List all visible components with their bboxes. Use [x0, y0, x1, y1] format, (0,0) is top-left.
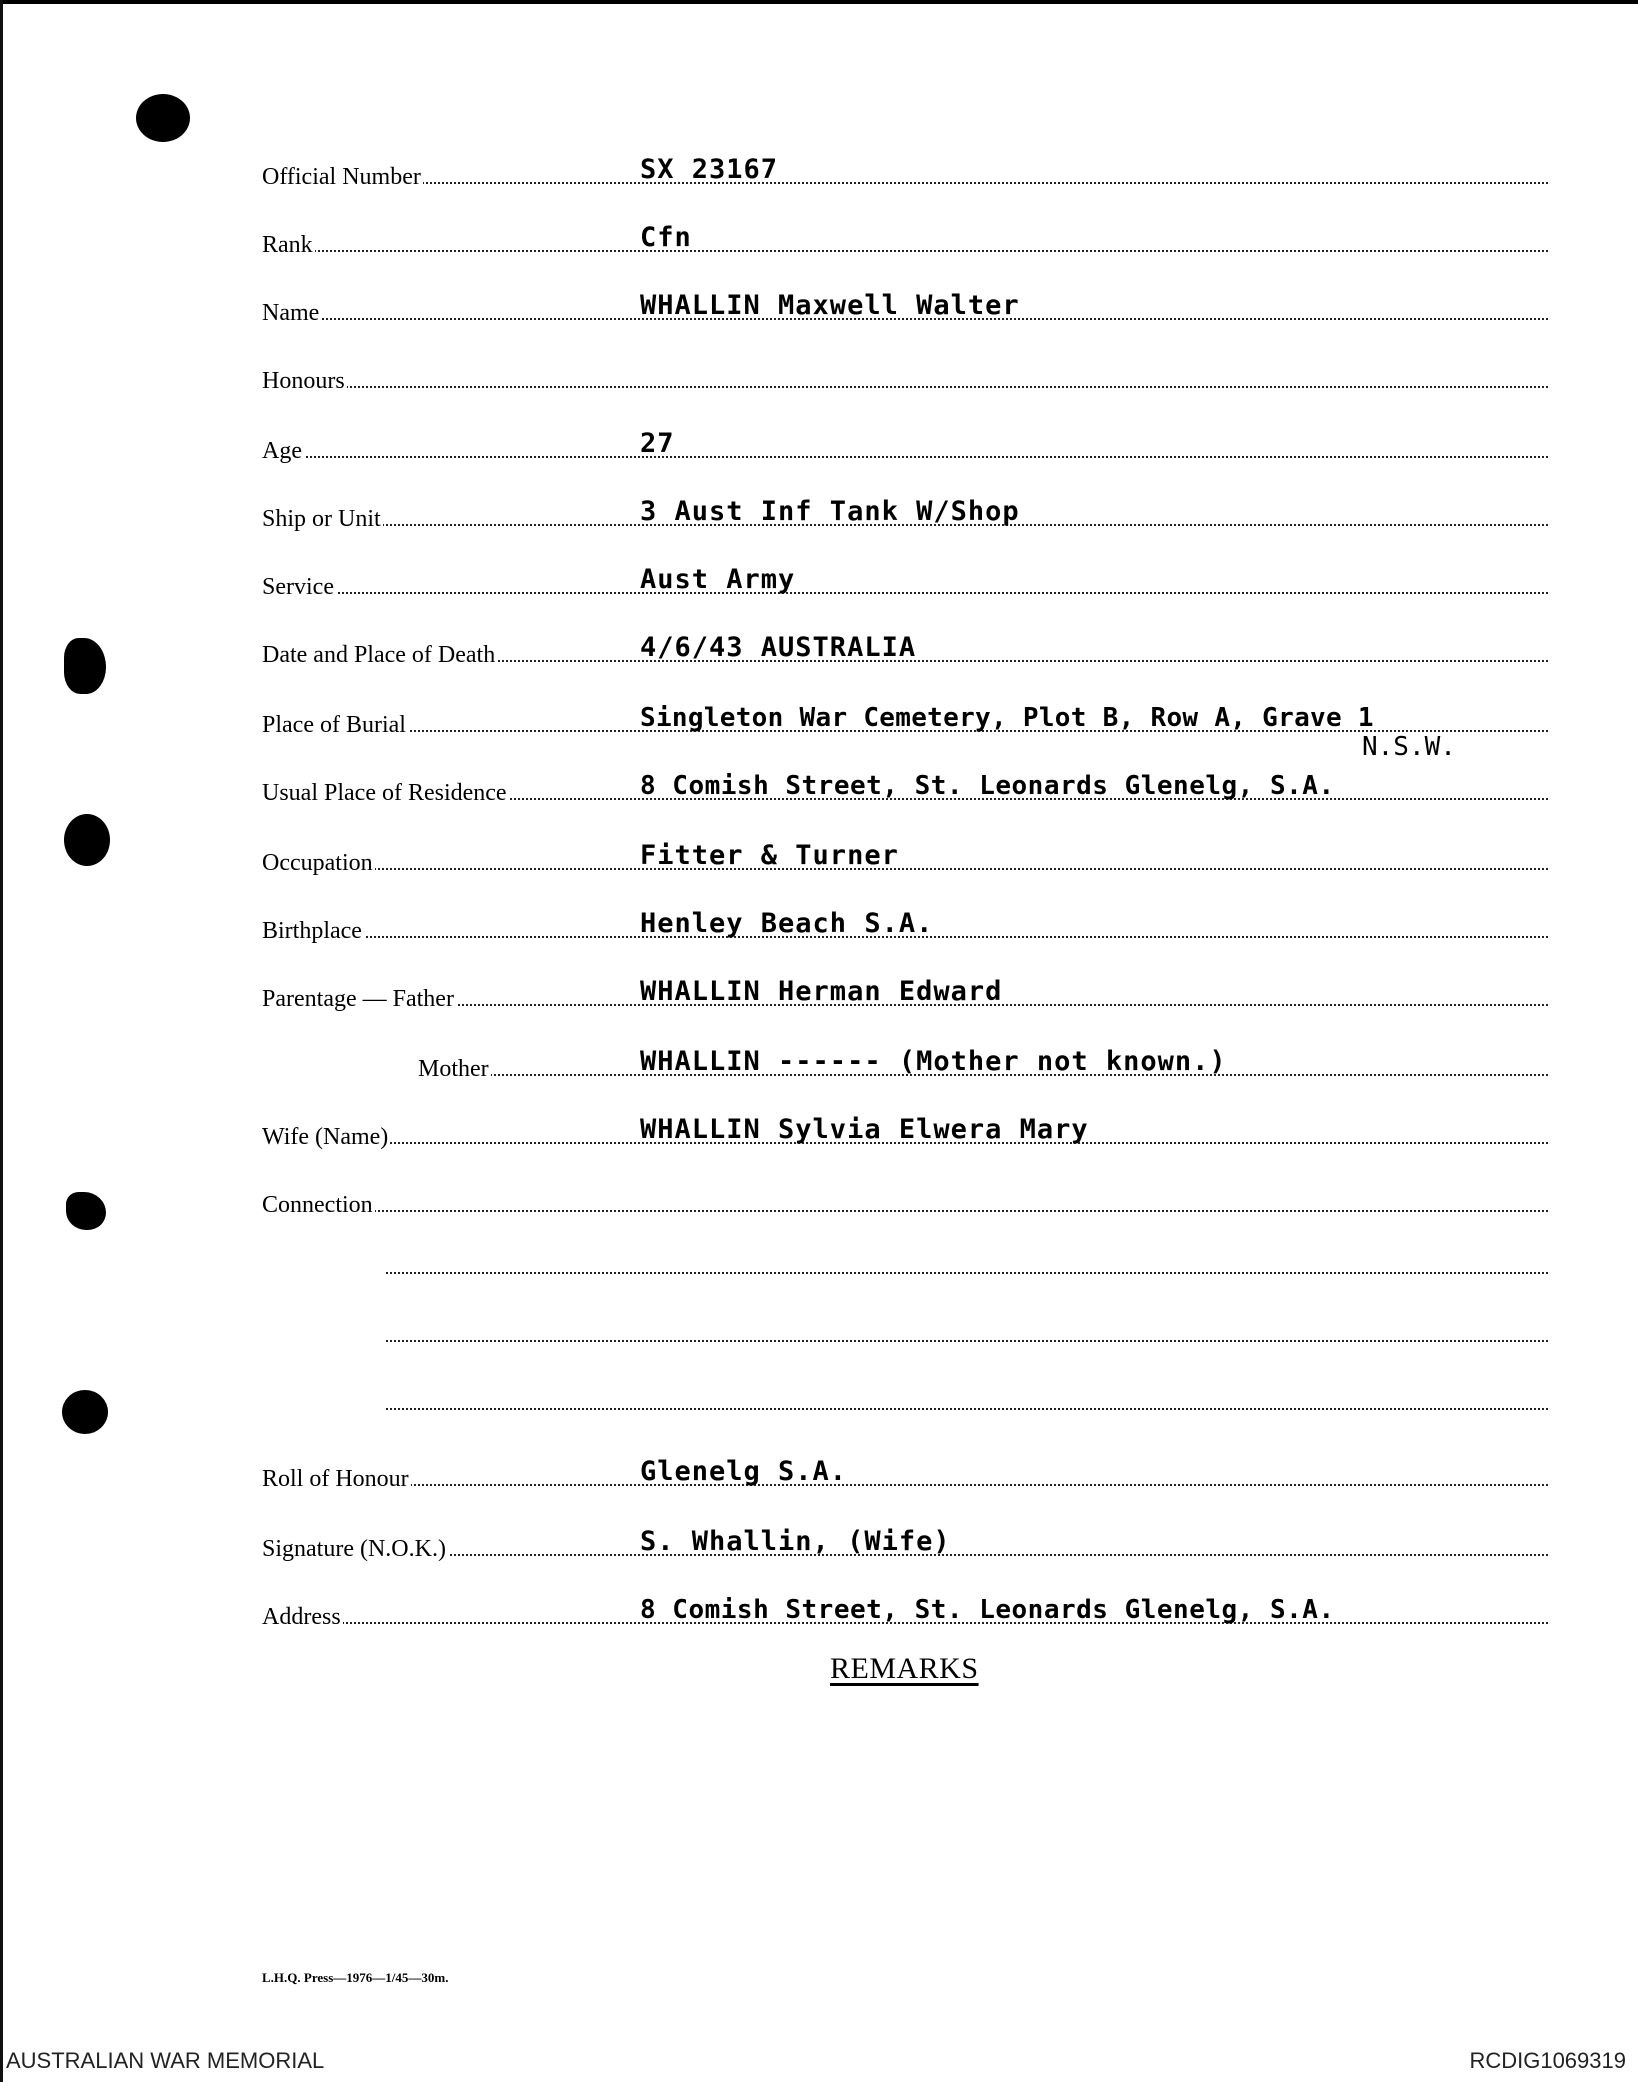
dotted-line — [262, 386, 1548, 388]
field-value: Aust Army — [640, 564, 796, 595]
punch-hole — [62, 1390, 108, 1434]
field-label: Name — [262, 300, 320, 326]
burial-state-note: N.S.W. — [1362, 732, 1456, 762]
connection-line — [386, 1340, 1548, 1342]
left-edge — [0, 0, 3, 2082]
field-value: 4/6/43 AUSTRALIA — [640, 632, 917, 663]
dotted-line — [262, 456, 1548, 458]
dotted-line — [262, 182, 1548, 184]
ship-or-unit-row — [262, 492, 1548, 532]
field-value: Cfn — [640, 222, 692, 253]
record-id: RCDIG1069319 — [1469, 2048, 1626, 2073]
field-value: 27 — [640, 428, 675, 459]
field-label: Mother — [418, 1056, 489, 1082]
age-row — [262, 424, 1548, 464]
field-label: Parentage — Father — [262, 986, 454, 1012]
field-value: WHALLIN Sylvia Elwera Mary — [640, 1114, 1089, 1145]
punch-hole — [66, 1192, 106, 1230]
field-label: Official Number — [262, 164, 421, 190]
mother-row — [418, 1042, 1548, 1082]
punch-hole — [64, 638, 106, 694]
connection-line — [386, 1408, 1548, 1410]
service-row — [262, 560, 1548, 600]
field-label: Roll of Honour — [262, 1466, 409, 1492]
punch-hole — [64, 814, 110, 866]
field-value: 8 Comish Street, St. Leonards Glenelg, S.A. — [640, 771, 1335, 801]
field-label: Birthplace — [262, 918, 362, 944]
field-value: Fitter & Turner — [640, 840, 899, 871]
dotted-line — [262, 1210, 1548, 1212]
field-label: Rank — [262, 232, 313, 258]
field-value: WHALLIN ------ (Mother not known.) — [640, 1046, 1227, 1077]
place-of-burial-row — [262, 698, 1548, 738]
name-row — [262, 286, 1548, 326]
field-value: S. Whallin, (Wife) — [640, 1526, 951, 1557]
field-label: Wife (Name) — [262, 1124, 389, 1150]
rank-row — [262, 218, 1548, 258]
wife-row — [262, 1110, 1548, 1150]
field-label: Occupation — [262, 850, 373, 876]
address-row — [262, 1590, 1548, 1630]
remarks-heading: REMARKS — [830, 1652, 979, 1685]
field-label: Address — [262, 1604, 341, 1630]
dotted-line — [262, 250, 1548, 252]
dotted-line — [262, 1484, 1548, 1486]
print-code: L.H.Q. Press—1976—1/45—30m. — [262, 1970, 449, 1985]
official-number-row — [262, 150, 1548, 190]
dotted-line — [262, 868, 1548, 870]
usual-residence-row — [262, 766, 1548, 806]
field-value: 8 Comish Street, St. Leonards Glenelg, S.A. — [640, 1595, 1335, 1625]
field-value: Glenelg S.A. — [640, 1456, 848, 1487]
date-place-death-row — [262, 628, 1548, 668]
field-label: Age — [262, 438, 302, 464]
institution-label: AUSTRALIAN WAR MEMORIAL — [6, 2048, 325, 2073]
field-value: Henley Beach S.A. — [640, 908, 934, 939]
father-row — [262, 972, 1548, 1012]
field-label: Honours — [262, 368, 345, 394]
field-label: Date and Place of Death — [262, 642, 496, 668]
top-edge — [0, 0, 1638, 4]
occupation-row — [262, 836, 1548, 876]
field-value: Singleton War Cemetery, Plot B, Row A, Grave 1 — [640, 703, 1374, 733]
honours-row — [262, 354, 1548, 394]
field-label: Ship or Unit — [262, 506, 381, 532]
signature-row — [262, 1522, 1548, 1562]
field-value: WHALLIN Herman Edward — [640, 976, 1003, 1007]
field-label: Service — [262, 574, 334, 600]
connection-line — [386, 1272, 1548, 1274]
field-value: SX 23167 — [640, 154, 779, 185]
field-value: WHALLIN Maxwell Walter — [640, 290, 1020, 321]
field-value: 3 Aust Inf Tank W/Shop — [640, 496, 1020, 527]
connection-row — [262, 1178, 1548, 1218]
dotted-line — [262, 592, 1548, 594]
field-label: Connection — [262, 1192, 373, 1218]
field-label: Usual Place of Residence — [262, 780, 507, 806]
birthplace-row — [262, 904, 1548, 944]
field-label: Place of Burial — [262, 712, 406, 738]
field-label: Signature (N.O.K.) — [262, 1536, 446, 1562]
roll-of-honour-row — [262, 1452, 1548, 1492]
punch-hole — [136, 94, 190, 142]
